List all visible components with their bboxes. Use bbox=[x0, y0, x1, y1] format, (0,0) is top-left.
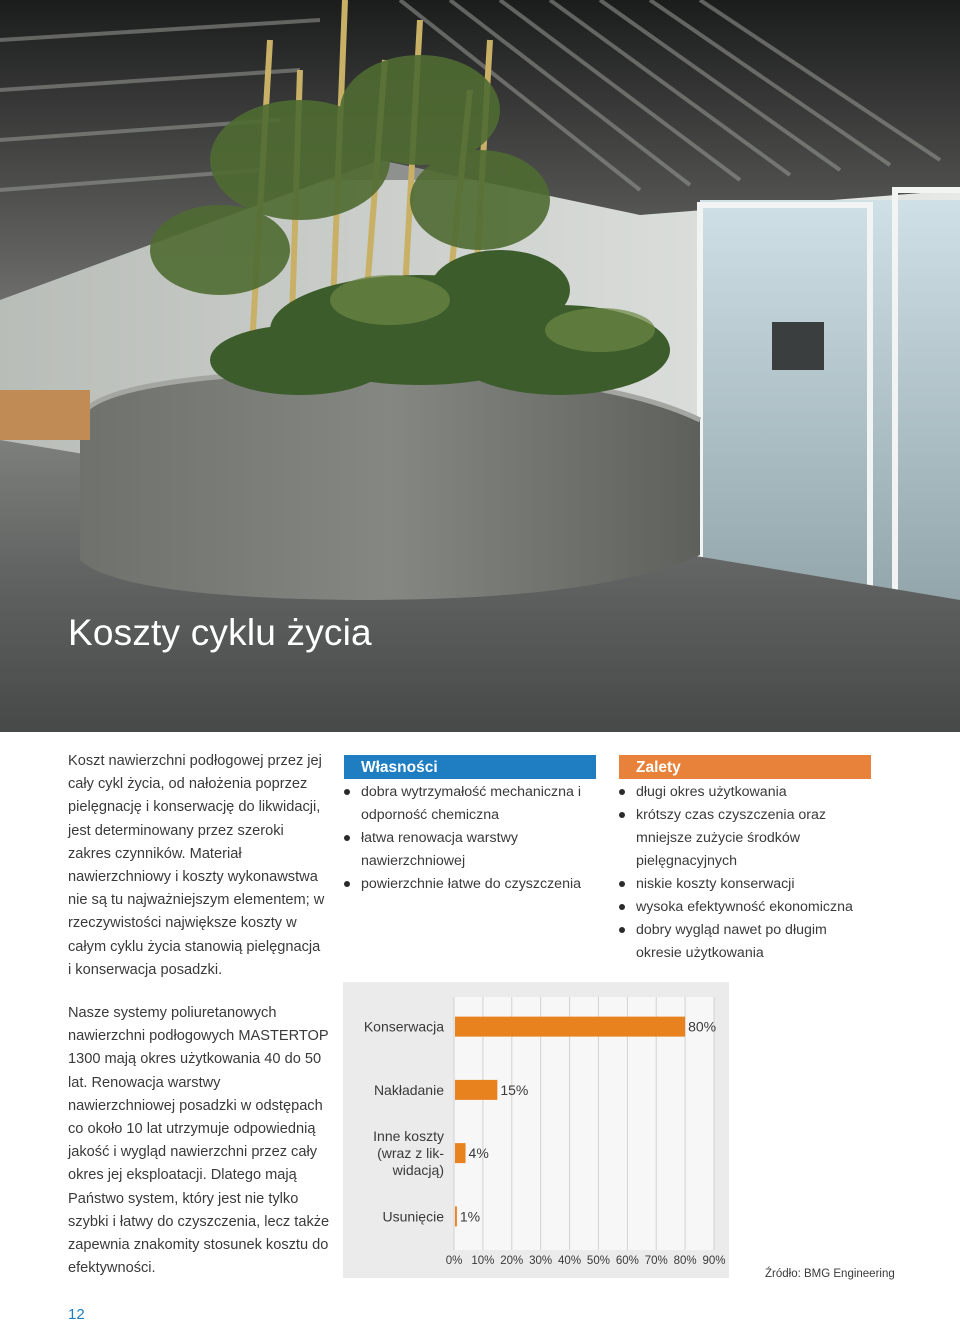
x-tick-label: 30% bbox=[529, 1255, 553, 1267]
properties-list bbox=[344, 781, 606, 896]
category-label: (wraz z lik- bbox=[377, 1145, 444, 1162]
list-item: wysoka efektywność ekonomiczna bbox=[619, 896, 869, 919]
x-tick-label: 70% bbox=[644, 1255, 668, 1267]
page-number: 12 bbox=[68, 1306, 85, 1323]
advantages-heading: Zalety bbox=[619, 755, 871, 779]
category-label: widacją) bbox=[392, 1162, 444, 1179]
x-tick-label: 40% bbox=[558, 1255, 582, 1267]
x-tick-label: 60% bbox=[615, 1255, 639, 1267]
category-label: Usunięcie bbox=[382, 1208, 444, 1225]
chart-source: Źródło: BMG Engineering bbox=[765, 1268, 895, 1280]
chart-bar bbox=[455, 1080, 497, 1100]
category-label: Nakładanie bbox=[373, 1081, 444, 1098]
page-title: Koszty cyklu życia bbox=[68, 612, 372, 653]
x-tick-label: 20% bbox=[500, 1255, 524, 1267]
intro-paragraph: Koszt nawierzchni podłogowej przez jej cały cykl życia, od nałożenia poprzez pielęgnację i konserwację do likwidacji, jest determinowany przez szeroki zakres czynników. Materiał nawierzchniowy i koszty wykonawstwa nie są tu najważniejszym elementem; w rzeczywistości największe koszty w całym cyklu życia stanowią pielęgnacja i konserwacja posadzki. bbox=[68, 753, 325, 978]
list-item: niskie koszty konserwacji bbox=[619, 873, 869, 896]
list-item: dobry wygląd nawet po długim okresie użytkowania bbox=[619, 919, 869, 965]
bar-value-label: 1% bbox=[459, 1208, 481, 1225]
x-tick-label: 80% bbox=[673, 1255, 697, 1267]
bar-value-label: 15% bbox=[500, 1081, 529, 1098]
x-tick-label: 10% bbox=[471, 1255, 495, 1267]
x-tick-label: 50% bbox=[586, 1255, 610, 1267]
chart-bar bbox=[455, 1017, 685, 1037]
list-item: powierzchnie łatwe do czyszczenia bbox=[344, 873, 606, 896]
list-item: dobra wytrzymałość mechaniczna i odporność chemiczna bbox=[344, 781, 606, 827]
list-item: łatwa renowacja warstwy nawierzchniowej bbox=[344, 827, 606, 873]
category-label: Inne koszty bbox=[373, 1128, 444, 1145]
body-paragraph: Nasze systemy poliuretanowych nawierzchni podłogowych MASTERTOP 1300 mają okres użytkowania 40 do 50 lat. Renowacja warstwy nawierzchniowej posadzki w odstępach co około 10 lat utrzymuje odpowiednią jakość i wygląd nawierzchni przez cały okres jej eksploatacji. Dlatego mają Państwo system, który jest nie tylko szybki i łatwy do czyszczenia, lecz także zapewnia znakomity stosunek kosztu do efektywności. bbox=[68, 1005, 330, 1277]
category-label: Konserwacja bbox=[363, 1018, 444, 1035]
list-item: długi okres użytkowania bbox=[619, 781, 869, 804]
advantages-list bbox=[619, 781, 869, 965]
list-item: krótszy czas czyszczenia oraz mniejsze zużycie środków pielęgnacyjnych bbox=[619, 804, 869, 873]
bar-value-label: 4% bbox=[468, 1145, 489, 1162]
x-tick-label: 90% bbox=[702, 1255, 726, 1267]
x-tick-label: 0% bbox=[445, 1255, 463, 1267]
chart-bar bbox=[455, 1143, 466, 1163]
chart-bar bbox=[455, 1206, 457, 1226]
bar-value-label: 80% bbox=[688, 1018, 717, 1035]
lifecycle-cost-chart bbox=[343, 982, 729, 1278]
properties-heading: Własności bbox=[344, 755, 596, 779]
